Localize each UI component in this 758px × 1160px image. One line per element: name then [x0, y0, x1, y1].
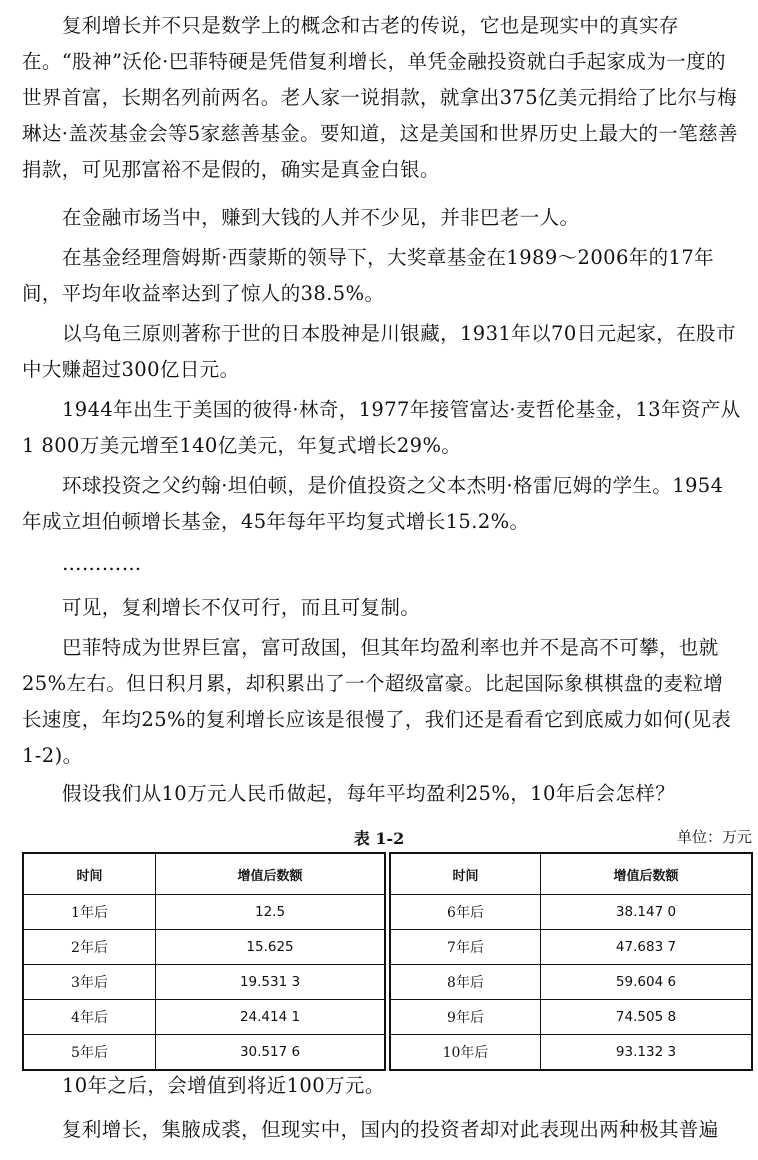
cell-value: 74.505 8 — [540, 1000, 752, 1035]
table-row — [23, 1035, 385, 1071]
paragraph-ellipsis: ………… — [62, 552, 142, 575]
cell-time: 8年后 — [390, 965, 540, 1000]
cell-value: 93.132 3 — [540, 1035, 752, 1071]
table-row — [23, 895, 385, 930]
cell-value: 59.604 6 — [540, 965, 752, 1000]
cell-value: 19.531 3 — [156, 965, 385, 1000]
paragraph-assumption: 假设我们从10万元人民币做起，每年平均盈利25%，10年后会怎样？ — [62, 782, 676, 805]
growth-table-right — [389, 852, 753, 1071]
paragraph-korekawa: 以乌龟三原则著称于世的日本股神是川银藏，1931年以70日元起家，在股市中大赚超过300亿日元。 — [22, 322, 736, 381]
table-row — [390, 965, 752, 1000]
table-title: 表 1-2 — [353, 829, 405, 848]
cell-time: 9年后 — [390, 1000, 540, 1035]
table-row — [390, 930, 752, 965]
table-row — [390, 895, 752, 930]
cell-time: 4年后 — [23, 1000, 156, 1035]
paragraph-not-only-buffett: 在金融市场当中，赚到大钱的人并不少见，并非巴老一人。 — [62, 206, 580, 229]
paragraph-domestic-investors: 复利增长，集腋成裘，但现实中，国内的投资者却对此表现出两种极其普遍 — [62, 1118, 719, 1141]
cell-time: 6年后 — [390, 895, 540, 930]
table-row — [23, 1000, 385, 1035]
cell-value: 15.625 — [156, 930, 385, 965]
paragraph-result: 10年之后，会增值到将近100万元。 — [62, 1074, 385, 1097]
cell-time: 1年后 — [23, 895, 156, 930]
cell-time: 10年后 — [390, 1035, 540, 1071]
paragraph-replicable: 可见，复利增长不仅可行，而且可复制。 — [62, 596, 421, 619]
paragraph-lynch: 1944年出生于美国的彼得·林奇，1977年接管富达·麦哲伦基金，13年资产从1 800万美元增至140亿美元，年复式增长29%。 — [22, 398, 741, 457]
cell-value: 30.517 6 — [156, 1035, 385, 1071]
cell-time: 5年后 — [23, 1035, 156, 1071]
table-row — [390, 1035, 752, 1071]
cell-time: 3年后 — [23, 965, 156, 1000]
paragraph-simons: 在基金经理詹姆斯·西蒙斯的领导下，大奖章基金在1989～2006年的17年间，平均年收益率达到了惊人的38.5%。 — [22, 246, 715, 305]
header-value: 增值后数额 — [540, 853, 752, 895]
header-value: 增值后数额 — [156, 853, 385, 895]
table-row — [23, 965, 385, 1000]
growth-table-left — [22, 852, 386, 1071]
cell-value: 12.5 — [156, 895, 385, 930]
table-row — [390, 1000, 752, 1035]
paragraph-compound-reality: 复利增长并不只是数学上的概念和古老的传说，它也是现实中的真实存在。“股神”沃伦·巴菲特硬是凭借复利增长，单凭金融投资就白手起家成为一度的世界首富，长期名列前两名。老人家一说捐款，就拿出375亿美元捐给了比尔与梅琳达·盖茨基金会等5家慈善基金。要知道，这是美国和世界历史上最大的一笔慈善捐款，可见那富裕不是假的，确实是真金白银。 — [22, 14, 738, 181]
growth-table — [22, 852, 754, 1061]
cell-time: 7年后 — [390, 930, 540, 965]
table-row — [23, 930, 385, 965]
header-time: 时间 — [390, 853, 540, 895]
table-unit: 单位：万元 — [676, 828, 752, 846]
cell-value: 47.683 7 — [540, 930, 752, 965]
paragraph-templeton: 环球投资之父约翰·坦伯顿，是价值投资之父本杰明·格雷厄姆的学生。1954年成立坦伯顿增长基金，45年每年平均复式增长15.2%。 — [22, 474, 724, 533]
table-header-row — [390, 853, 752, 895]
cell-value: 24.414 1 — [156, 1000, 385, 1035]
table-header-row — [23, 853, 385, 895]
cell-time: 2年后 — [23, 930, 156, 965]
header-time: 时间 — [23, 853, 156, 895]
cell-value: 38.147 0 — [540, 895, 752, 930]
paragraph-buffett-rate: 巴菲特成为世界巨富，富可敌国，但其年均盈利率也并不是高不可攀，也就25%左右。但日积月累，却积累出了一个超级富豪。比起国际象棋棋盘的麦粒增长速度，年均25%的复利增长应该是很慢了，我们还是看看它到底威力如何(见表1-2)。 — [22, 636, 732, 767]
